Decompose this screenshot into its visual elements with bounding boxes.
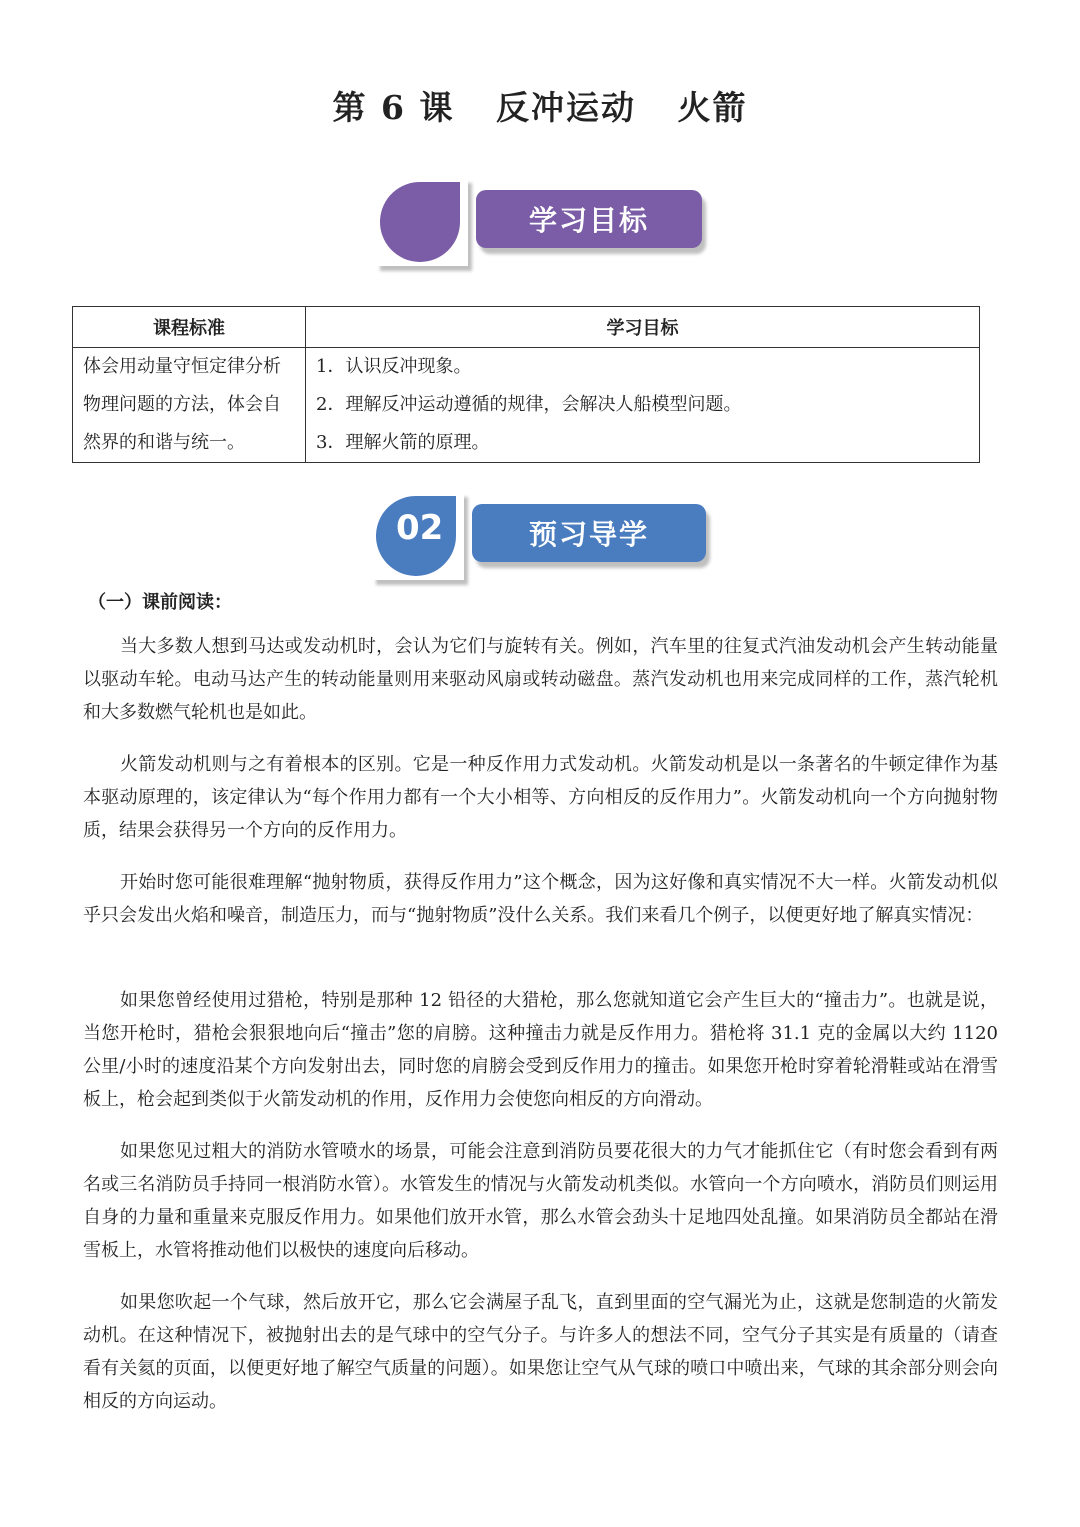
reading-heading: （一）课前阅读：	[88, 592, 232, 613]
paragraph: 当大多数人想到马达或发动机时，会认为它们与旋转有关。例如，汽车里的往复式汽油发动机会产生转动能量以驱动车轮。电动马达产生的转动能量则用来驱动风扇或转动磁盘。蒸汽发动机也用来完成同样的工作，蒸汽轮机和大多数燃气轮机也是如此。	[83, 636, 998, 723]
learning-goals-cell	[306, 348, 980, 463]
paragraph: 开始时您可能很难理解“抛射物质，获得反作用力”这个概念，因为这好像和真实情况不大一样。火箭发动机似乎只会发出火焰和噪音，制造压力，而与“抛射物质”没什么关系。我们来看几个例子，以便更好地了解真实情况：	[83, 872, 998, 926]
section-drop-icon	[376, 178, 468, 266]
standard-line: 然界的和谐与统一。	[83, 432, 245, 453]
standard-line: 体会用动量守恒定律分析	[83, 356, 281, 377]
goals-table	[72, 306, 980, 463]
section-number: 02	[396, 508, 444, 548]
page-title	[0, 82, 1080, 129]
header-learning-goals: 学习目标	[306, 307, 980, 348]
section-label-learning-goals: 学习目标	[476, 190, 702, 248]
section-label-preview: 预习导学	[472, 504, 706, 562]
course-standard-cell	[73, 348, 306, 463]
lesson-number: 第 6 课	[332, 88, 455, 127]
goal-item: 2．理解反冲运动遵循的规律，会解决人船模型问题。	[316, 394, 742, 415]
table-header-row	[73, 307, 980, 348]
section-header-learning-goals	[374, 176, 714, 266]
goal-item: 3．理解火箭的原理。	[316, 432, 490, 453]
table-row	[73, 348, 980, 463]
header-course-standard: 课程标准	[73, 307, 306, 348]
goal-item: 1．认识反冲现象。	[316, 356, 472, 377]
lesson-topic-2: 火箭	[677, 88, 748, 127]
paragraph: 如果您曾经使用过猎枪，特别是那种 12 铅径的大猎枪，那么您就知道它会产生巨大的“撞击力”。也就是说，当您开枪时，猎枪会狠狠地向后“撞击”您的肩膀。这种撞击力就是反作用力。猎枪将 31.1 克的金属以大约 1120 公里/小时的速度沿某个方向发射出去，同时您的肩膀会受到反作用力的撞击。如果您开枪时穿着轮滑鞋或站在滑雪板上，枪会起到类似于火箭发动机的作用，反作用力会使您向相反的方向滑动。	[83, 990, 998, 1110]
paragraph: 如果您吹起一个气球，然后放开它，那么它会满屋子乱飞，直到里面的空气漏光为止，这就是您制造的火箭发动机。在这种情况下，被抛射出去的是气球中的空气分子。与许多人的想法不同，空气分子其实是有质量的（请查看有关氦的页面，以便更好地了解空气质量的问题）。如果您让空气从气球的喷口中喷出来，气球的其余部分则会向相反的方向运动。	[83, 1292, 998, 1412]
paragraph: 如果您见过粗大的消防水管喷水的场景，可能会注意到消防员要花很大的力气才能抓住它（有时您会看到有两名或三名消防员手持同一根消防水管）。水管发生的情况与火箭发动机类似。水管向一个方向喷水，消防员们则运用自身的力量和重量来克服反作用力。如果他们放开水管，那么水管会劲头十足地四处乱撞。如果消防员全都站在滑雪板上，水管将推动他们以极快的速度向后移动。	[83, 1141, 998, 1261]
paragraph: 火箭发动机则与之有着根本的区别。它是一种反作用力式发动机。火箭发动机是以一条著名的牛顿定律作为基本驱动原理的，该定律认为“每个作用力都有一个大小相等、方向相反的反作用力”。火箭发动机向一个方向抛射物质，结果会获得另一个方向的反作用力。	[83, 754, 998, 841]
lesson-topic-1: 反冲运动	[495, 88, 636, 127]
section-header-preview	[370, 490, 720, 582]
standard-line: 物理问题的方法，体会自	[83, 394, 281, 415]
